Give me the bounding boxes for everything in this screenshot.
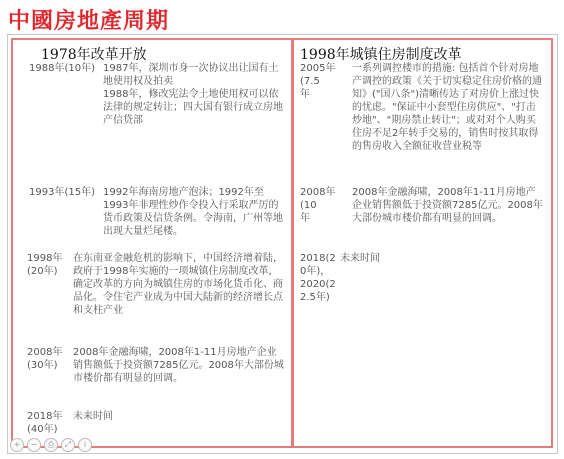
page-title: 中國房地產周期 (8, 9, 170, 34)
zoom-out-icon[interactable]: − (27, 438, 41, 452)
left-year-2: 1993年(15年) (29, 187, 95, 198)
viewer-toolbar (10, 438, 92, 452)
left-year-4: 2008年 (30年) (27, 347, 63, 371)
left-text-3: 在东南亚金融危机的影响下，中国经济增着陆，政府于1998年实施的一项城镇住房制度改革，确定改革的方向为城镇住房的市场化货币化、商品化。令住宅产业成为中国大陆新的经济增长点和支柱产业 (73, 253, 283, 316)
print-icon[interactable]: ⎙ (44, 438, 58, 452)
info-icon[interactable]: i (78, 438, 92, 452)
left-text-2: 1992年海南房地产泡沫；1992年至1993年非理性炒作令投入行采取严厉的货币政策及信贷条例。令海南，广州等地出现大量烂尾楼。 (103, 187, 283, 237)
left-heading: 1978年改革开放 (41, 47, 147, 63)
right-text-1: 一系列调控楼市的措施: 包括首个针对房地产调控的政策《关于切实稳定住房价格的通知》("国八条")清晰传达了对房价上涨过快的忧虑。"保证中小套型住房供应"、"打击炒地"、"期房禁止转让"；或对对个人购买住房不足2年转手交易的，销售时按其取得的售房收入全额征收营业税等 (352, 63, 542, 152)
left-text-1: 1987年，深圳市身一次协议出让国有土地使用权及拍卖 1988年，修改宪法令土地使用权可以依法律的规定转让；四大国有银行成立房地产信贷部 (103, 63, 283, 126)
right-year-1: 2005年(7.5 年 (300, 63, 336, 100)
right-column (292, 38, 553, 448)
right-text-2: 2008年金融海啸，2008年1-11月房地产企业销售额低于投资额7285亿元。2008年大部份城市楼价都有明显的回调。 (352, 187, 543, 224)
left-year-3: 1998年 (20年) (27, 253, 63, 277)
fullscreen-icon[interactable]: ⤢ (61, 438, 75, 452)
right-year-2: 2008年(10 年 (300, 187, 336, 224)
left-year-1: 1988年(10年) (29, 63, 95, 74)
right-text-3: 未来时间 (340, 253, 380, 264)
right-heading: 1998年城镇住房制度改革 (300, 47, 462, 63)
left-text-5: 未来时间 (73, 411, 113, 422)
right-year-3: 2018(2 0年)， 2020(2 2.5年) (300, 253, 336, 303)
left-text-4: 2008年金融海啸，2008年1-11月房地产企业销售额低于投资额7285亿元。2008年大部份城市楼价都有明显的回调。 (73, 347, 284, 384)
left-year-5: 2018年 (40年) (27, 411, 63, 435)
left-column (11, 38, 293, 448)
zoom-in-icon[interactable]: + (10, 438, 24, 452)
